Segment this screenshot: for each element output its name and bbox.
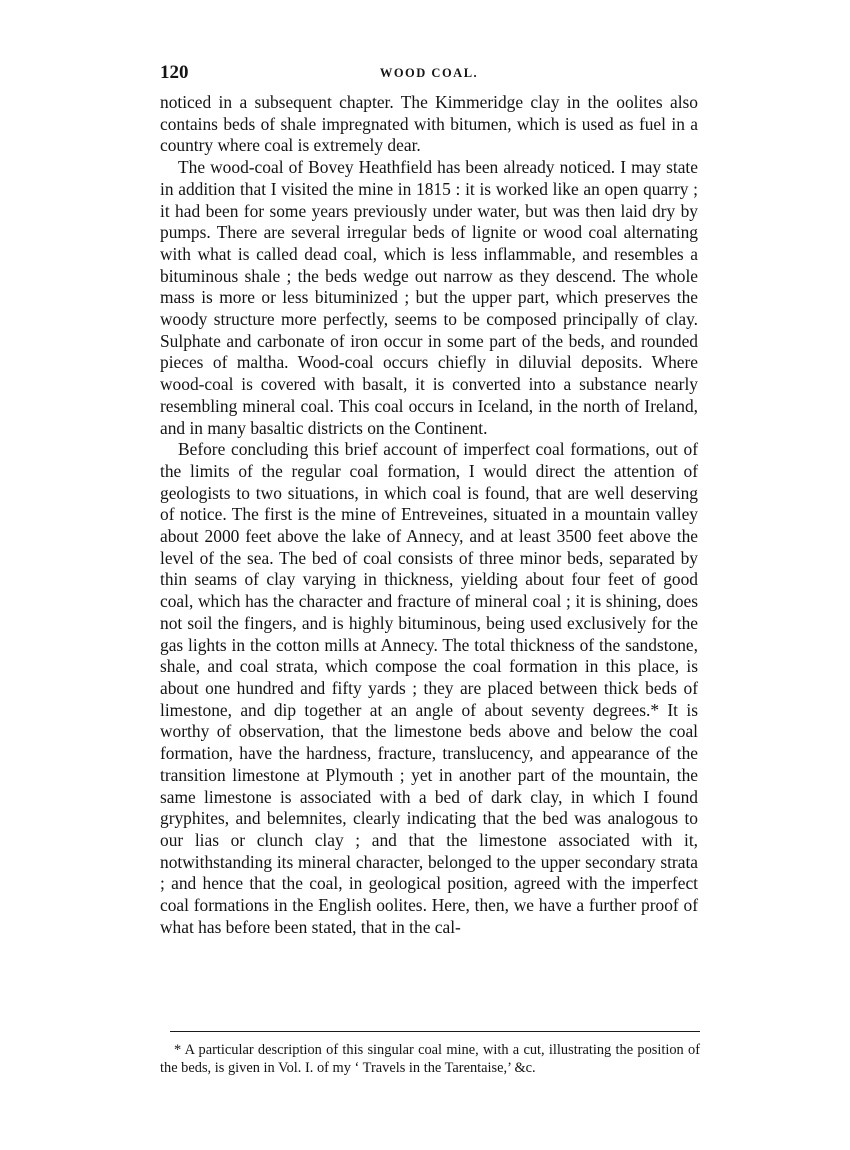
page-number: 120 <box>160 62 189 83</box>
book-page <box>160 58 698 938</box>
footnote-divider <box>170 1031 700 1032</box>
paragraph-continued: noticed in a subsequent chapter. The Kimmeridge clay in the oolites also contains beds of shale impregnated with bitumen, which is used as fuel in a country where coal is extremely dear. <box>160 92 698 156</box>
page-header <box>160 58 698 92</box>
paragraph-entreveines: Before concluding this brief account of imperfect coal formations, out of the limits of the regular coal formation, I would direct the attention of geologists to two situations, in which coal is found, that are well deserving of notice. The first is the mine of Entreveines, situated in a mountain valley about 2000 feet above the lake of Annecy, and at least 3500 feet above the level of the sea. The bed of coal consists of three minor beds, separated by thin seams of clay varying in thickness, yielding about four feet of good coal, which has the character and fracture of mineral coal ; it is shining, does not soil the fingers, and is highly bituminous, being used exclusively for the gas lights in the cotton mills at Annecy. The total thickness of the sandstone, shale, and coal strata, which compose the coal formation in this place, is about one hundred and fifty yards ; they are placed between thick beds of limestone, and dip together at an angle of about seventy degrees.* It is worthy of observation, that the limestone beds above and below the coal formation, have the hardness, fracture, translucency, and appearance of the transition limestone at Plymouth ; yet in another part of the mountain, the same limestone is associated with a bed of dark clay, in which I found gryphites, and belemnites, clearly indicating that the bed was analogous to our lias or clunch clay ; and that the limestone associated with it, notwithstanding its mineral character, belonged to the upper secondary strata ; and hence that the coal, in geological position, agreed with the imperfect coal formations in the English oolites. Here, then, we have a further proof of what has before been stated, that in the cal- <box>160 439 698 937</box>
running-head: WOOD COAL. <box>379 66 479 80</box>
body-text <box>160 92 698 938</box>
paragraph-bovey-heathfield: The wood-coal of Bovey Heathfield has been already noticed. I may state in addition that I visited the mine in 1815 : it is worked like an open quarry ; it had been for some years previously under water, but was then laid dry by pumps. There are several irregular beds of lignite or wood coal alternating with what is called dead coal, which is less inflammable, and resembles a bituminous shale ; the beds wedge out narrow as they descend. The whole mass is more or less bituminized ; but the upper part, which preserves the woody structure more perfectly, seems to be composed principally of clay. Sulphate and carbonate of iron occur in some part of the beds, and rounded pieces of maltha. Wood-coal occurs chiefly in diluvial deposits. Where wood-coal is covered with basalt, it is converted into a substance nearly resembling mineral coal. This coal occurs in Iceland, in the north of Ireland, and in many basaltic districts on the Continent. <box>160 157 698 438</box>
footnote: * A particular description of this singular coal mine, with a cut, illustrating the position of the beds, is given in Vol. I. of my ‘ Travels in the Tarentaise,’ &c. <box>160 1042 700 1076</box>
